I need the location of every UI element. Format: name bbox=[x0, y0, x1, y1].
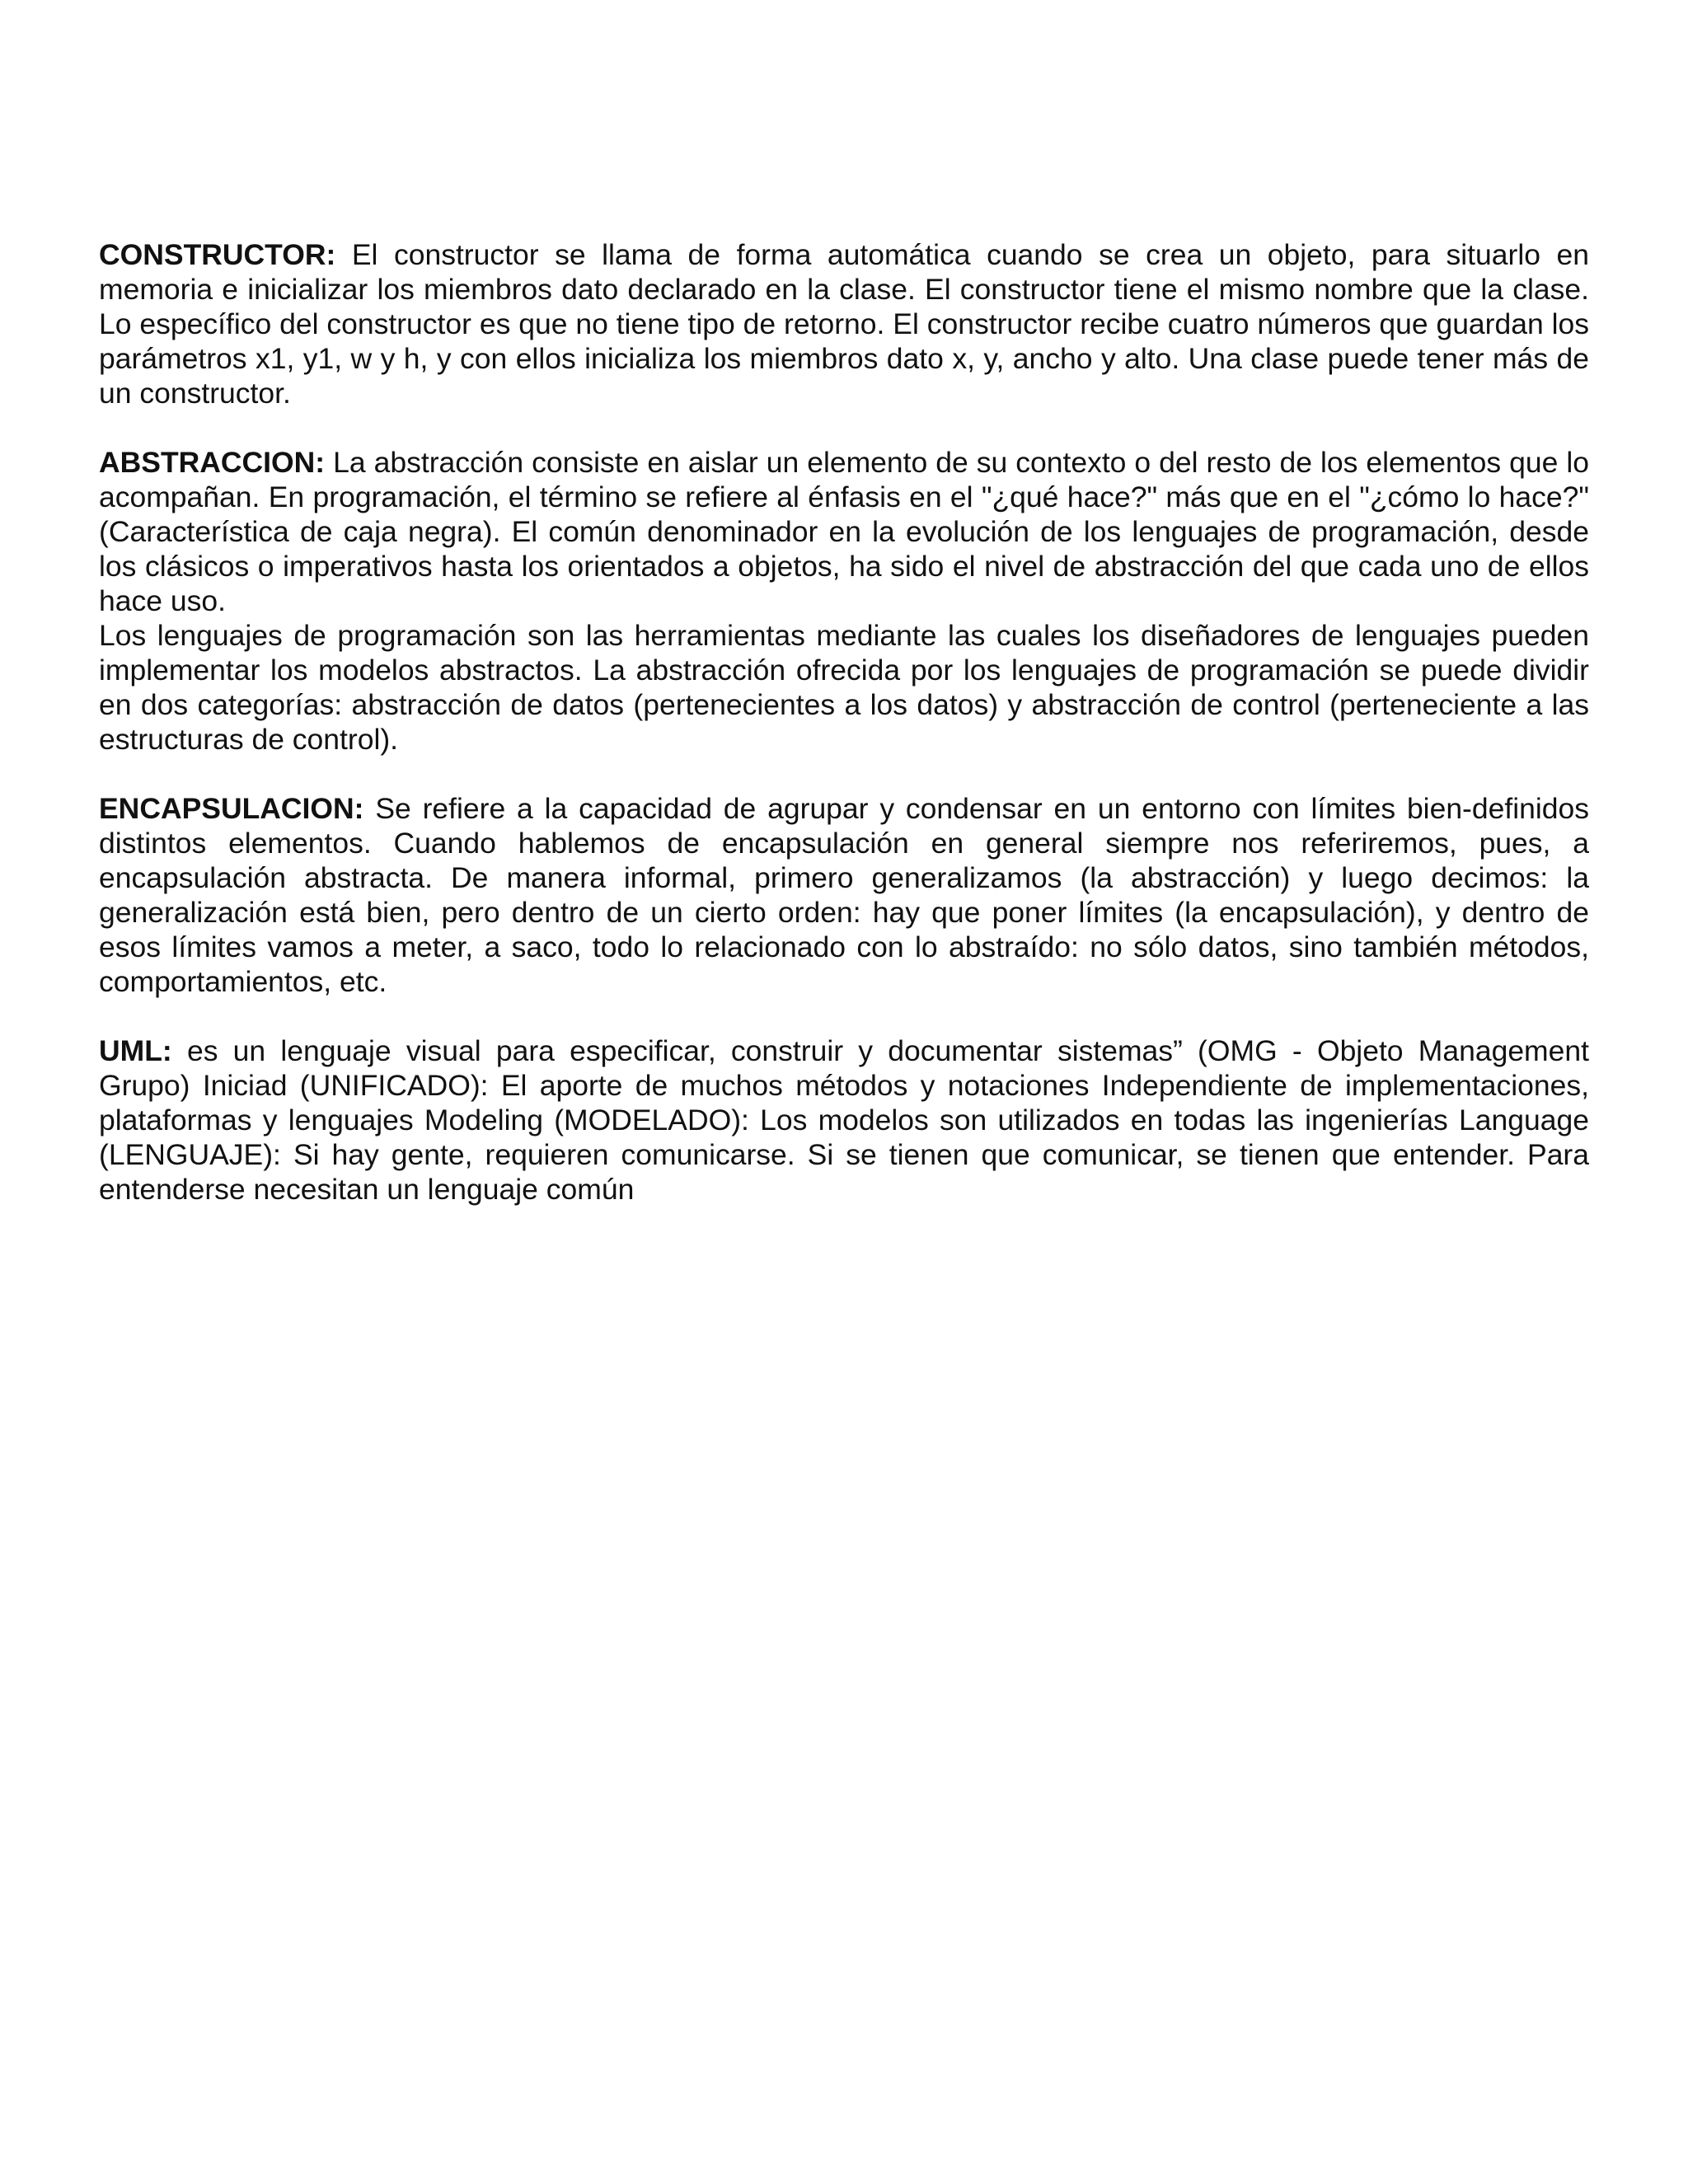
paragraph-spacer bbox=[99, 999, 1589, 1033]
document-page bbox=[99, 237, 1589, 1207]
constructor-paragraph bbox=[99, 237, 1589, 410]
encapsulacion-term: ENCAPSULACION: bbox=[99, 792, 364, 825]
uml-paragraph bbox=[99, 1033, 1589, 1207]
uml-text: es un lenguaje visual para especificar, construir y documentar sistemas” (OMG - Objeto Management Grupo) Iniciad (UNIFICADO): El aporte de muchos métodos y notaciones Independiente de implementaciones, plataformas y lenguajes Modeling (MODELADO): Los modelos son utilizados en todas las ingenierías Language (LENGUAJE): Si hay gente, requieren comunicarse. Si se tienen que comunicar, se tienen que entender. Para entenderse necesitan un lenguaje común bbox=[99, 1034, 1589, 1206]
paragraph-spacer bbox=[99, 410, 1589, 445]
encapsulacion-text: Se refiere a la capacidad de agrupar y condensar en un entorno con límites bien-definidos distintos elementos. Cuando hablemos de encapsulación en general siempre nos referiremos, pues, a encapsulación abstracta. De manera informal, primero generalizamos (la abstracción) y luego decimos: la generalización está bien, pero dentro de un cierto orden: hay que poner límites (la encapsulación), y dentro de esos límites vamos a meter, a saco, todo lo relacionado con lo abstraído: no sólo datos, sino también métodos, comportamientos, etc. bbox=[99, 792, 1589, 998]
encapsulacion-paragraph bbox=[99, 791, 1589, 999]
abstraccion-continuation-text: Los lenguajes de programación son las herramientas mediante las cuales los diseñadores de lenguajes pueden implementar los modelos abstractos. La abstracción ofrecida por los lenguajes de programación se puede dividir en dos categorías: abstracción de datos (pertenecientes a los datos) y abstracción de control (perteneciente a las estructuras de control). bbox=[99, 619, 1589, 756]
uml-term: UML: bbox=[99, 1034, 172, 1067]
constructor-text: El constructor se llama de forma automática cuando se crea un objeto, para situarlo en memoria e inicializar los miembros dato declarado en la clase. El constructor tiene el mismo nombre que la clase. Lo específico del constructor es que no tiene tipo de retorno. El constructor recibe cuatro números que guardan los parámetros x1, y1, w y h, y con ellos inicializa los miembros dato x, y, ancho y alto. Una clase puede tener más de un constructor. bbox=[99, 238, 1589, 410]
abstraccion-continuation-paragraph bbox=[99, 618, 1589, 757]
abstraccion-term: ABSTRACCION: bbox=[99, 446, 326, 479]
constructor-term: CONSTRUCTOR: bbox=[99, 238, 336, 271]
abstraccion-paragraph bbox=[99, 445, 1589, 618]
abstraccion-text: La abstracción consiste en aislar un elemento de su contexto o del resto de los elementos que lo acompañan. En programación, el término se refiere al énfasis en el "¿qué hace?" más que en el "¿cómo lo hace?" (Característica de caja negra). El común denominador en la evolución de los lenguajes de programación, desde los clásicos o imperativos hasta los orientados a objetos, ha sido el nivel de abstracción del que cada uno de ellos hace uso. bbox=[99, 446, 1589, 617]
paragraph-spacer bbox=[99, 757, 1589, 791]
